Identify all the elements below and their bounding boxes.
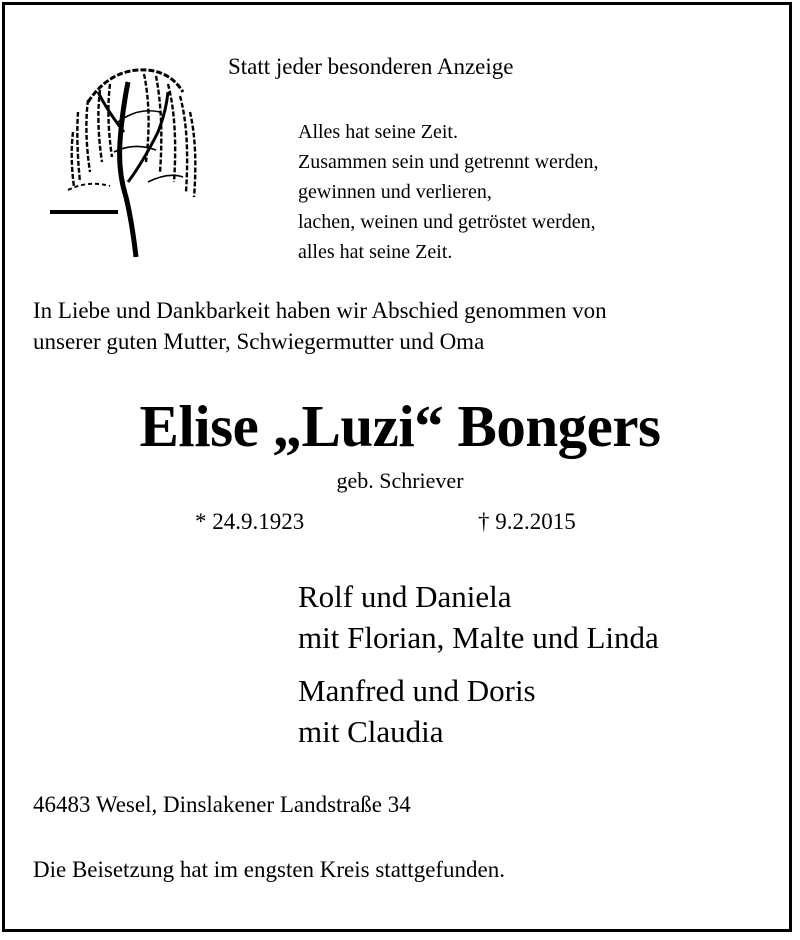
notice-headline: Statt jeder besonderen Anzeige xyxy=(228,54,514,79)
weeping-willow-icon xyxy=(48,62,204,262)
verse-line: Zusammen sein und getrennt werden, xyxy=(298,151,599,173)
verse-line: gewinnen und verlieren, xyxy=(298,181,492,203)
verse-block xyxy=(298,117,598,267)
verse-line: lachen, weinen und getröstet werden, xyxy=(298,211,596,233)
intro-line: In Liebe und Dankbarkeit haben wir Abschied genommen von xyxy=(33,298,607,323)
intro-line: unserer guten Mutter, Schwiegermutter und Oma xyxy=(33,329,485,354)
intro-text xyxy=(33,295,607,357)
maiden-name: geb. Schriever xyxy=(336,468,464,493)
family-line: mit Florian, Malte und Linda xyxy=(298,620,659,655)
family-group xyxy=(298,670,536,752)
birth-date: * 24.9.1923 xyxy=(195,509,305,534)
verse-line: alles hat seine Zeit. xyxy=(298,241,453,263)
family-line: Manfred und Doris xyxy=(298,673,536,708)
address: 46483 Wesel, Dinslakener Landstraße 34 xyxy=(33,792,411,817)
funeral-note: Die Beisetzung hat im engsten Kreis stattgefunden. xyxy=(33,857,506,882)
family-group xyxy=(298,576,659,658)
death-date: † 9.2.2015 xyxy=(478,509,576,534)
deceased-name: Elise „Luzi“ Bongers xyxy=(139,393,661,459)
verse-line: Alles hat seine Zeit. xyxy=(298,121,458,143)
family-line: Rolf und Daniela xyxy=(298,579,512,614)
family-line: mit Claudia xyxy=(298,714,444,749)
